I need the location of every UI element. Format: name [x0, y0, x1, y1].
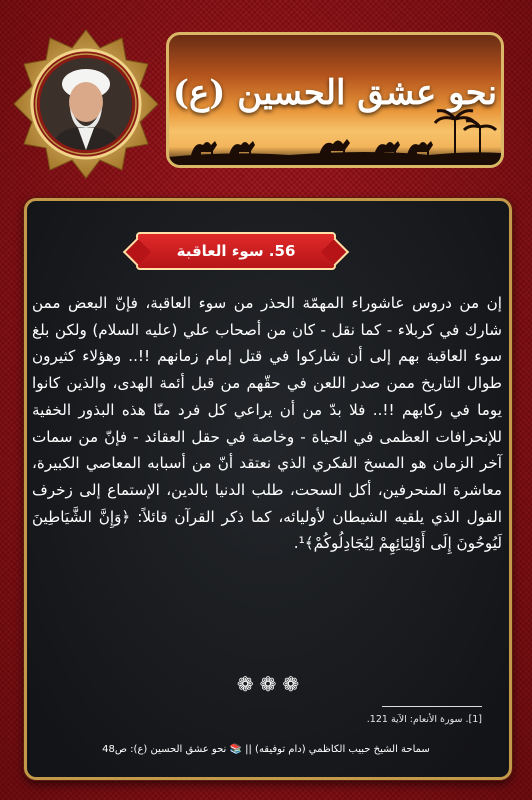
flower-icon: ❁ [259, 672, 277, 696]
camel-caravan-icon [169, 105, 501, 165]
article-title: 56. سوء العاقبة [176, 242, 296, 260]
cleric-portrait [40, 58, 132, 150]
footnote: [1]. سورة الأنعام: الآية 121. [366, 714, 482, 725]
article-title-bar [136, 232, 336, 270]
flower-icon: ❁ [236, 672, 254, 696]
article-body: إن من دروس عاشوراء المهمّة الحذر من سوء العاقبة، فإنّ البعض ممن شارك في كربلاء - كما نقل - كان من أصحاب علي (عليه السلام) ولكن بلغ سوء العاقبة بهم إلى أن شاركوا في قتل إمام زمانهم !!.. وهؤلاء كثيرون طوال التاريخ ممن صدر اللعن في حقّهم من قبل أئمة الهدى، والذين كانوا يوما في ركابهم !!.. فلا بدّ من أن يراعي كل فرد منّا هذه البذور الخفية للإنحرافات العظمى في الحياة - وخاصة في حقل العقائد - فإنّ من سمات آخر الزمان هو المسخ الفكري الذي نعتقد أنّ من أسبابه المعاصي الكبيرة، معاشرة المنحرفين، أكل السحت، طلب الدنيا بالدين، الإستماع إلى زخرف القول الذي يلقيه الشيطان لأوليائه، كما ذكر القرآن قائلاً: ﴿وَإِنَّ الشَّيَاطِينَ لَيُوحُونَ إِلَى أَوْلِيَائِهِمْ لِيُجَادِلُوكُمْ﴾¹. [32, 294, 502, 553]
flower-icon: ❁ [282, 672, 300, 696]
header-banner [166, 32, 504, 168]
ornament-divider [228, 672, 308, 694]
portrait-medallion [10, 28, 162, 180]
page-title: نحو عشق الحسين (ع) [172, 73, 498, 113]
footnote-divider [382, 706, 482, 707]
source-credit: سماحة الشيخ حبيب الكاظمي (دام توفيقه) || 📚 نحو عشق الحسين (ع): ص48 [102, 744, 430, 755]
